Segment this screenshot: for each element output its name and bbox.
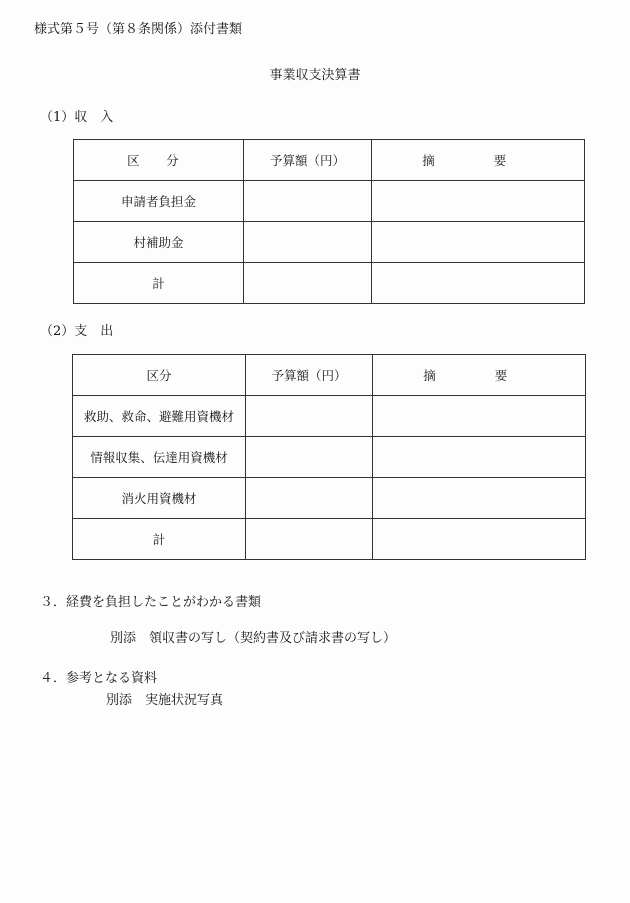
amount-cell xyxy=(246,396,373,437)
category-cell: 計 xyxy=(73,519,246,560)
column-header-amount: 予算額（円） xyxy=(246,355,373,396)
note-cell xyxy=(373,519,586,560)
amount-cell xyxy=(244,222,372,263)
amount-cell xyxy=(246,437,373,478)
income-table xyxy=(73,139,585,304)
document-title: 事業収支決算書 xyxy=(269,68,361,83)
category-cell: 救助、救命、避難用資機材 xyxy=(73,396,246,437)
amount-cell xyxy=(244,263,372,304)
category-cell: 計 xyxy=(74,263,244,304)
category-cell: 申請者負担金 xyxy=(74,181,244,222)
note-cell xyxy=(372,263,585,304)
column-header-note: 摘 要 xyxy=(372,140,585,181)
table-row xyxy=(74,222,585,263)
amount-cell xyxy=(246,478,373,519)
column-header-amount: 予算額（円） xyxy=(244,140,372,181)
amount-cell xyxy=(246,519,373,560)
section3-attachment-note: 別添 領収書の写し（契約書及び請求書の写し） xyxy=(110,631,397,646)
table-row xyxy=(74,181,585,222)
category-cell: 村補助金 xyxy=(74,222,244,263)
column-header-category: 区 分 xyxy=(74,140,244,181)
section4-attachment-note: 別添 実施状況写真 xyxy=(106,693,224,708)
column-header-note: 摘 要 xyxy=(373,355,586,396)
category-cell: 情報収集、伝達用資機材 xyxy=(73,437,246,478)
table-header-row xyxy=(73,355,586,396)
note-cell xyxy=(373,478,586,519)
income-section-heading: （1）収 入 xyxy=(40,110,114,125)
amount-cell xyxy=(244,181,372,222)
table-row xyxy=(73,478,586,519)
table-row xyxy=(73,396,586,437)
table-row xyxy=(73,437,586,478)
table-row xyxy=(73,519,586,560)
table-header-row xyxy=(74,140,585,181)
expense-table xyxy=(72,354,586,560)
note-cell xyxy=(373,396,586,437)
column-header-category: 区分 xyxy=(73,355,246,396)
form-number-label: 様式第５号（第８条関係）添付書類 xyxy=(34,22,243,37)
table-row xyxy=(74,263,585,304)
expense-section-heading: （2）支 出 xyxy=(40,324,114,339)
section4-heading: ４．参考となる資料 xyxy=(40,671,158,686)
note-cell xyxy=(373,437,586,478)
note-cell xyxy=(372,181,585,222)
category-cell: 消火用資機材 xyxy=(73,478,246,519)
note-cell xyxy=(372,222,585,263)
section3-heading: ３．経費を負担したことがわかる書類 xyxy=(40,595,262,610)
